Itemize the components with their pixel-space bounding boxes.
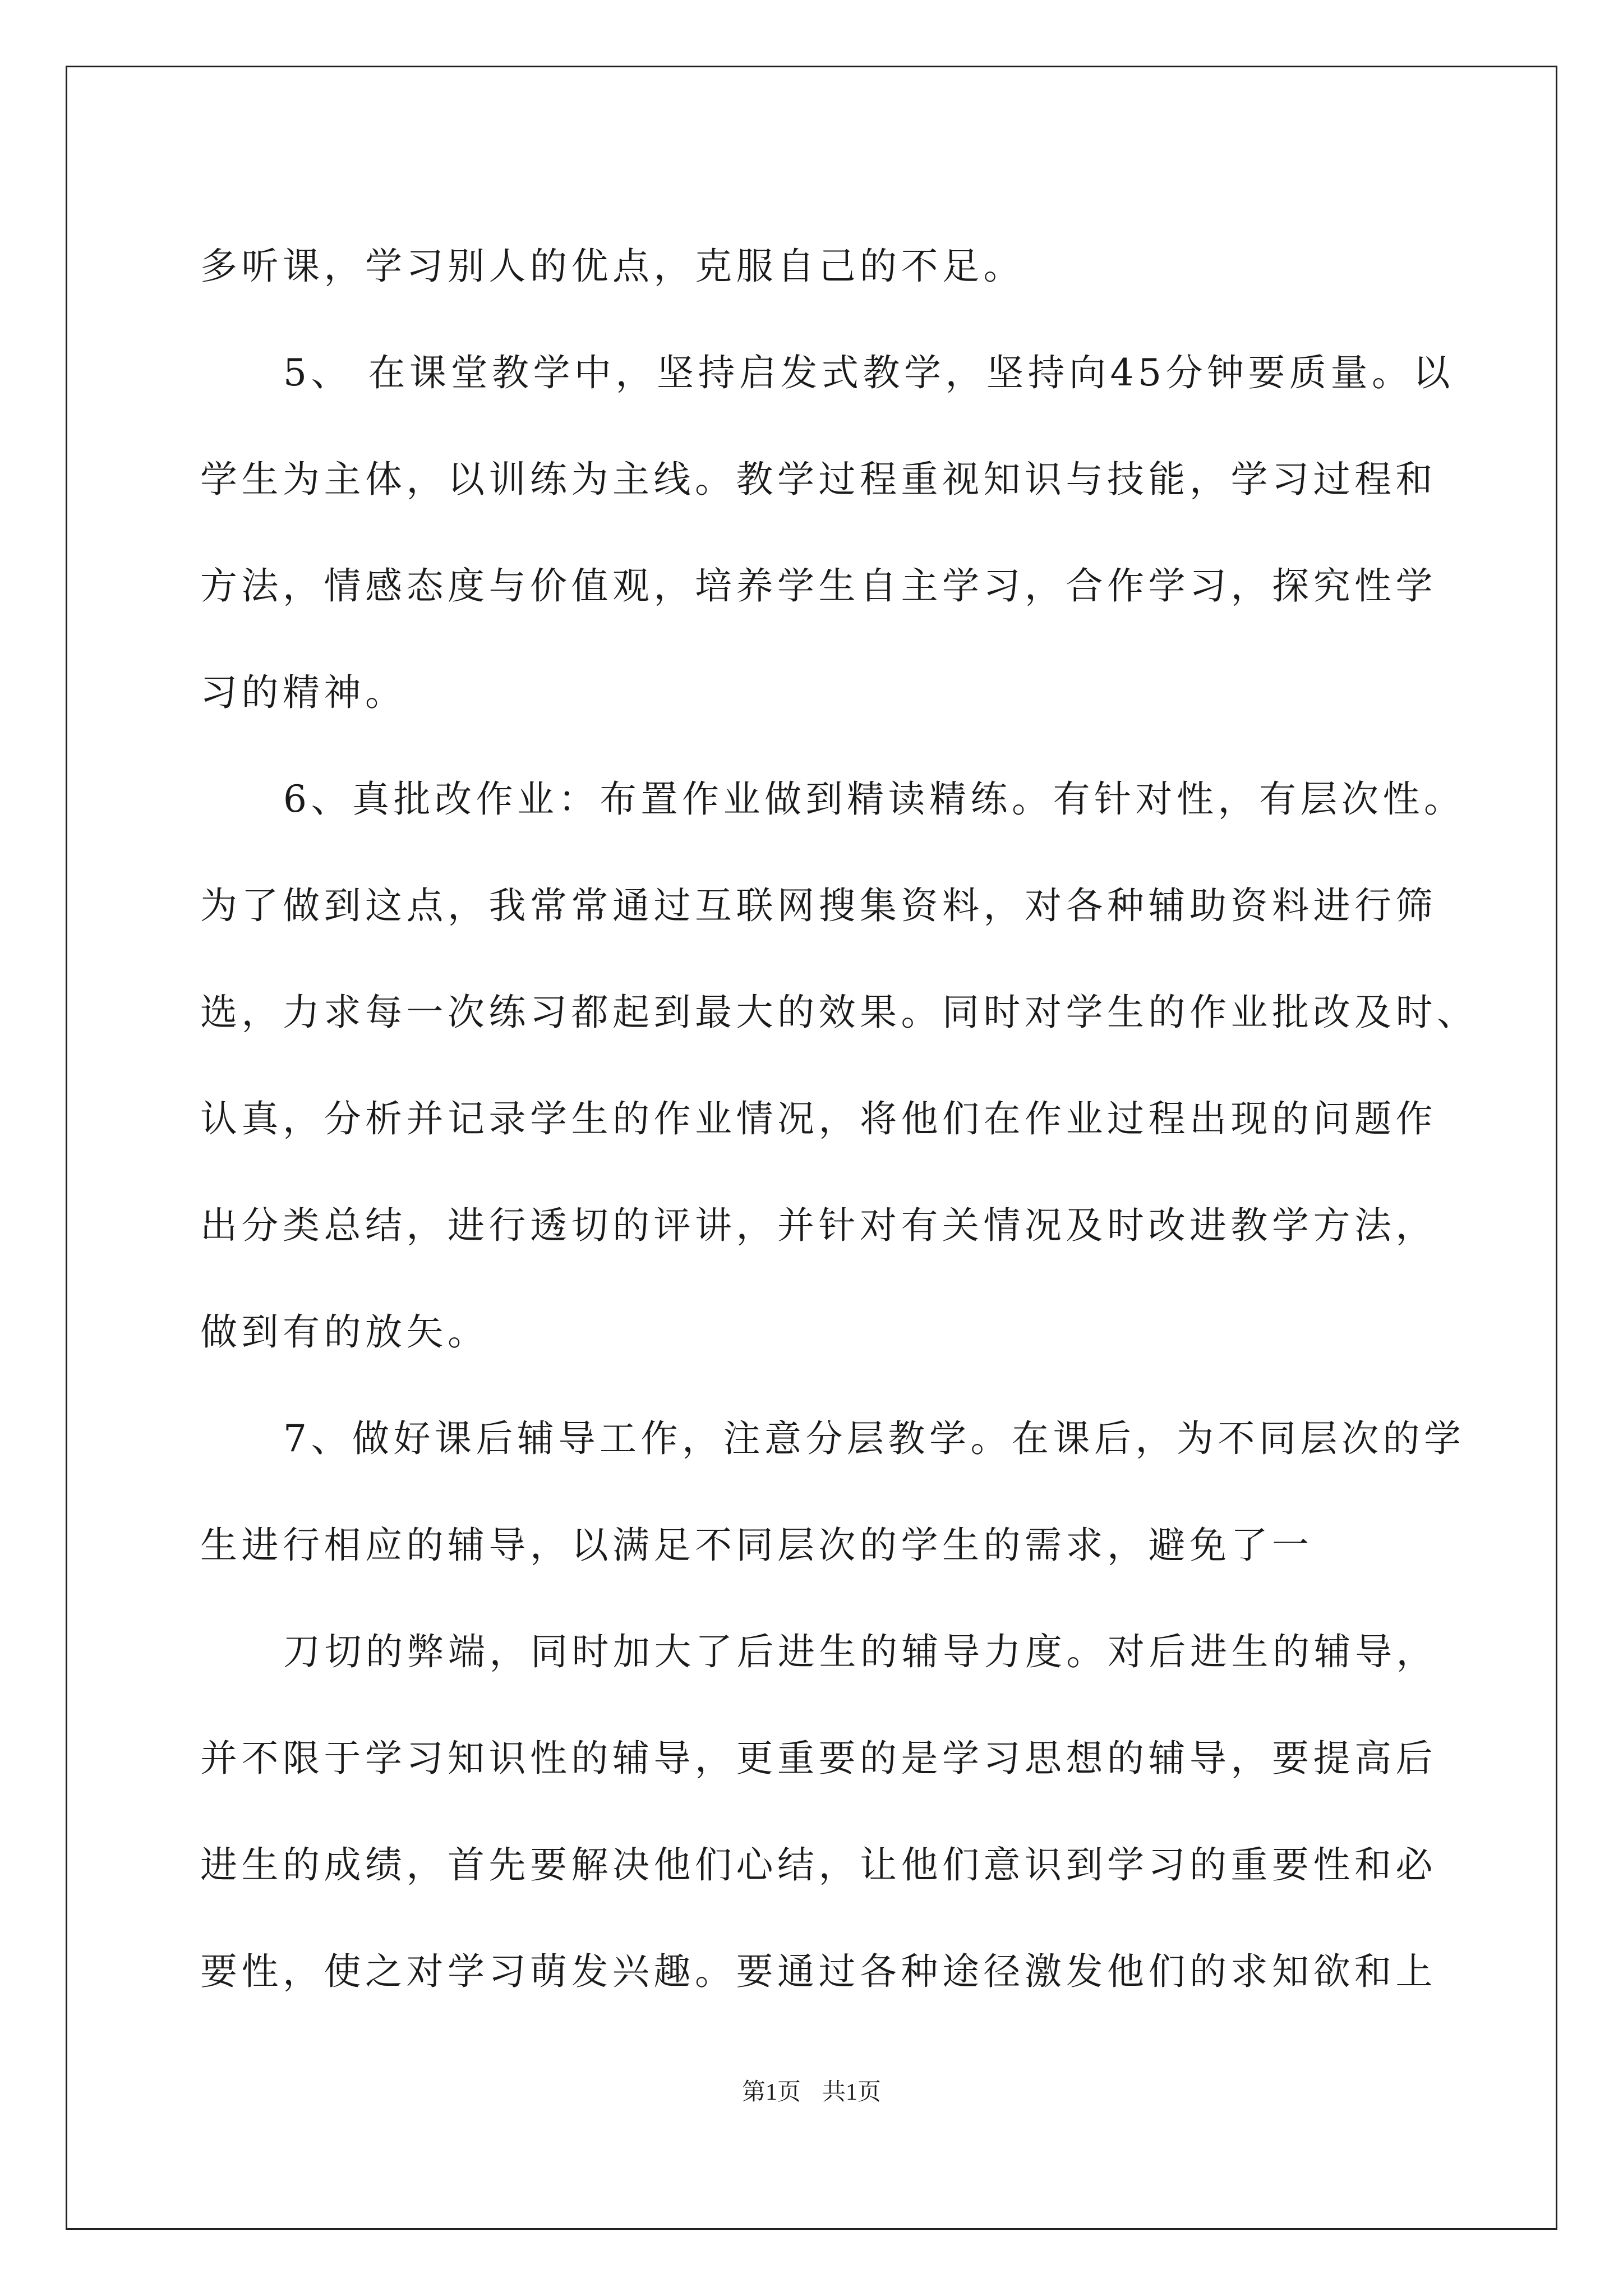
page-footer	[0, 2076, 1623, 2109]
text-line: 生进行相应的辅导，以满足不同层次的学生的需求，避免了一	[200, 1524, 1313, 1567]
text-line: 选，力求每一次练习都起到最大的效果。同时对学生的作业批改及时、	[200, 991, 1478, 1034]
text-line: 多听课，学习别人的优点，克服自己的不足。	[200, 245, 1025, 288]
text-line: 5、 在课堂教学中，坚持启发式教学，坚持向45分钟要质量。以	[283, 351, 1454, 394]
text-line: 刀切的弊端，同时加大了后进生的辅导力度。对后进生的辅导，	[283, 1630, 1437, 1673]
text-line: 6、真批改作业：布置作业做到精读精练。有针对性，有层次性。	[283, 777, 1465, 821]
page-total: 共1页	[822, 2079, 882, 2105]
document-body	[200, 213, 1478, 2025]
text-line: 做到有的放矢。	[200, 1310, 489, 1354]
text-line: 进生的成绩，首先要解决他们心结，让他们意识到学习的重要性和必	[200, 1843, 1437, 1887]
text-line: 要性，使之对学习萌发兴趣。要通过各种途径激发他们的求知欲和上	[200, 1950, 1437, 1993]
text-line: 为了做到这点，我常常通过互联网搜集资料，对各种辅助资料进行筛	[200, 884, 1437, 927]
text-line: 方法，情感态度与价值观，培养学生自主学习，合作学习，探究性学	[200, 564, 1437, 608]
text-line: 认真，分析并记录学生的作业情况，将他们在作业过程出现的问题作	[200, 1097, 1437, 1140]
text-line: 并不限于学习知识性的辅导，更重要的是学习思想的辅导，要提高后	[200, 1737, 1437, 1780]
page-number: 第1页	[741, 2079, 801, 2105]
text-line: 习的精神。	[200, 671, 407, 714]
text-line: 7、做好课后辅导工作，注意分层教学。在课后，为不同层次的学	[283, 1417, 1465, 1460]
text-line: 学生为主体，以训练为主线。教学过程重视知识与技能，学习过程和	[200, 458, 1437, 501]
text-line: 出分类总结，进行透切的评讲，并针对有关情况及时改进教学方法，	[200, 1204, 1437, 1247]
